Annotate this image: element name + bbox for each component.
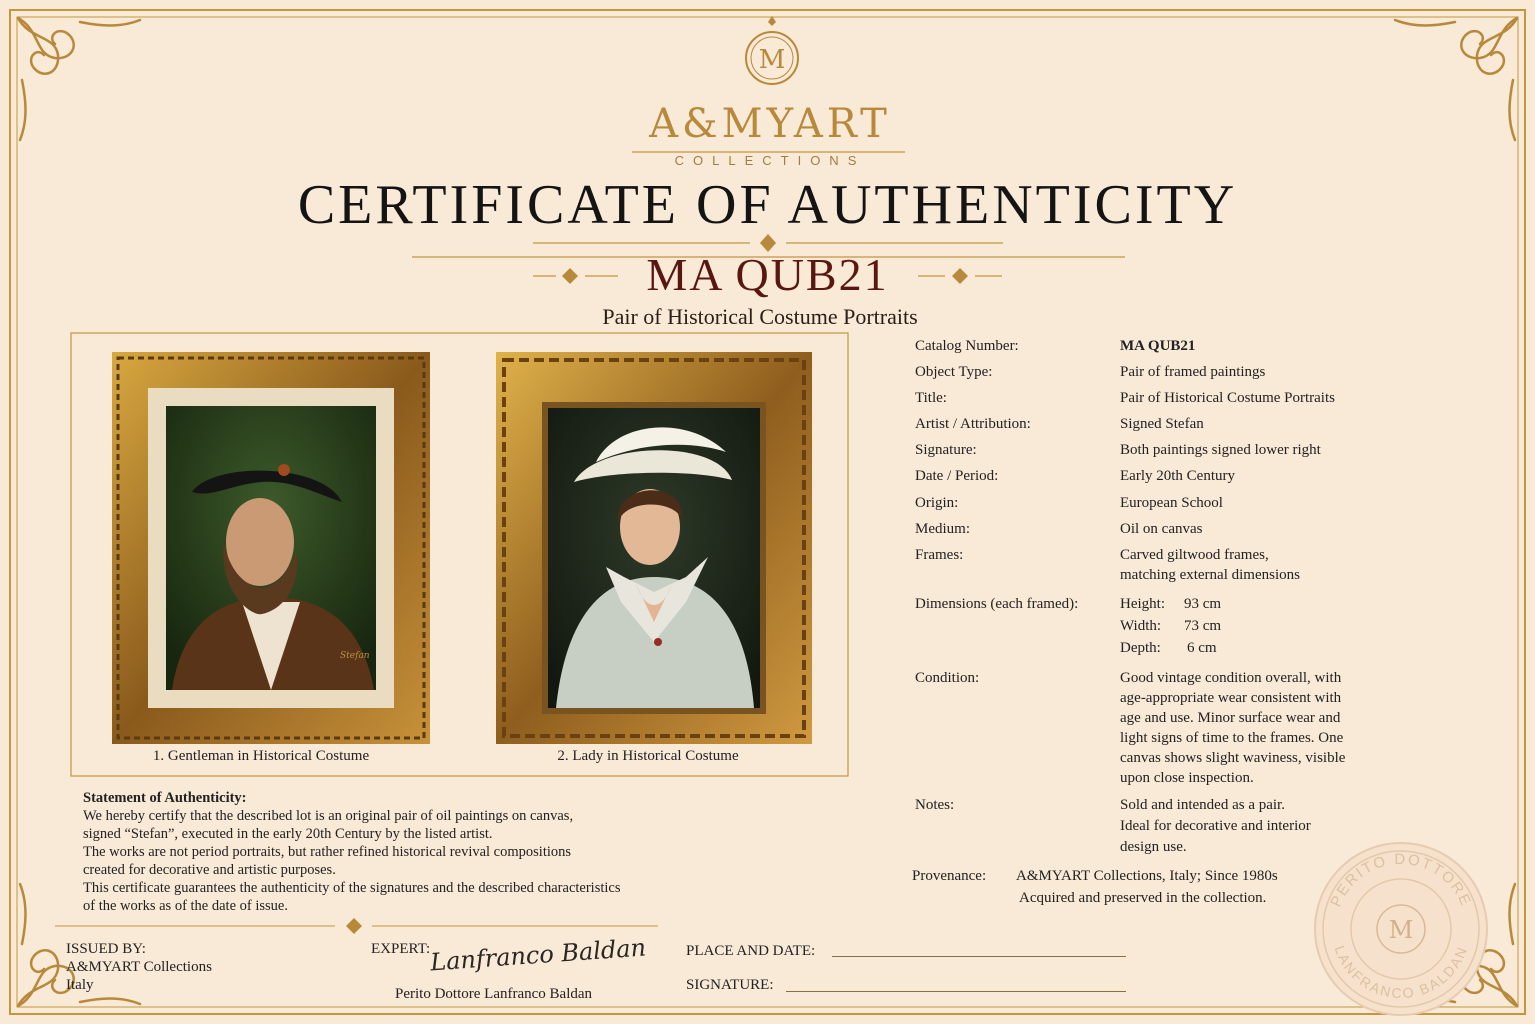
signature-label: SIGNATURE: <box>686 977 774 993</box>
detail-label-date: Date / Period: <box>915 468 999 484</box>
embossed-seal <box>1312 840 1490 1018</box>
dimension-width-label: Width: <box>1120 618 1162 634</box>
detail-value-condition-line: Good vintage condition overall, with <box>1120 670 1342 686</box>
expert-handwritten-signature: Lanfranco Baldan <box>429 933 647 977</box>
detail-value-condition-line: canvas shows slight waviness, visible <box>1120 750 1346 766</box>
detail-label-provenance: Provenance: <box>912 868 987 884</box>
dimension-depth-label: Depth: <box>1120 640 1161 656</box>
detail-value-provenance-line: A&MYART Collections, Italy; Since 1980s <box>1016 868 1278 884</box>
detail-label-dimensions: Dimensions (each framed): <box>915 596 1079 612</box>
detail-value-frames-line: matching external dimensions <box>1120 567 1300 583</box>
brand-monogram-letter: M <box>758 45 786 75</box>
brand-subtitle: COLLECTIONS <box>674 153 866 168</box>
statement-line: created for decorative and artistic purposes. <box>83 862 336 878</box>
place-date-label: PLACE AND DATE: <box>686 943 816 959</box>
detail-value-notes-line: Sold and intended as a pair. <box>1120 797 1285 813</box>
painting-lady <box>496 352 812 744</box>
detail-value-condition-line: light signs of time to the frames. One <box>1120 730 1344 746</box>
detail-value-condition-line: upon close inspection. <box>1120 770 1254 786</box>
detail-label-notes: Notes: <box>915 797 955 813</box>
statement-line: The works are not period portraits, but rather refined historical revival compositions <box>83 844 572 860</box>
statement-line: This certificate guarantees the authenticity of the signatures and the described characteristics <box>83 880 621 896</box>
detail-value-artist: Signed Stefan <box>1120 416 1204 432</box>
place-date-line <box>832 956 1126 957</box>
painting-signature: Stefan <box>340 651 370 661</box>
detail-label-catalog-number: Catalog Number: <box>915 338 1019 354</box>
painting-caption-1: 1. Gentleman in Historical Costume <box>152 748 370 764</box>
detail-label-signature: Signature: <box>915 442 977 458</box>
dimension-width-value: 73 cm <box>1184 618 1222 634</box>
dimension-height-value: 93 cm <box>1184 596 1222 612</box>
painting-caption-2: 2. Lady in Historical Costume <box>557 748 739 764</box>
detail-value-notes-line: design use. <box>1120 839 1187 855</box>
detail-label-condition: Condition: <box>915 670 980 686</box>
detail-value-provenance-line: Acquired and preserved in the collection. <box>1019 890 1267 906</box>
statement-line: We hereby certify that the described lot is an original pair of oil paintings on canvas, <box>83 808 574 824</box>
catalog-code-heading: MA QUB21 <box>646 249 889 300</box>
detail-label-origin: Origin: <box>915 495 959 511</box>
signature-line <box>786 991 1126 992</box>
issued-by-label: ISSUED BY: <box>66 941 146 957</box>
detail-value-signature: Both paintings signed lower right <box>1120 442 1321 458</box>
detail-value-condition-line: age and use. Minor surface wear and <box>1120 710 1341 726</box>
issued-by-country: Italy <box>66 977 94 993</box>
statement-heading: Statement of Authenticity: <box>83 790 247 806</box>
detail-value-catalog-number: MA QUB21 <box>1120 338 1196 354</box>
detail-label-medium: Medium: <box>915 521 970 537</box>
brand-name: A&MYART <box>649 101 891 147</box>
lot-subtitle: Pair of Historical Costume Portraits <box>602 304 918 329</box>
statement-line: of the works as of the date of issue. <box>83 898 288 914</box>
detail-label-frames: Frames: <box>915 547 964 563</box>
seal-monogram: M <box>1388 916 1414 944</box>
detail-value-date: Early 20th Century <box>1120 468 1235 484</box>
issued-by-name: A&MYART Collections <box>66 959 212 975</box>
expert-name: Perito Dottore Lanfranco Baldan <box>395 986 593 1002</box>
detail-value-frames-line: Carved giltwood frames, <box>1120 547 1269 563</box>
seal-bottom-text: LANFRANCO BALDAN <box>1331 943 1471 1002</box>
statement-line: signed “Stefan”, executed in the early 20th Century by the listed artist. <box>83 826 493 842</box>
dimension-depth-value: 6 cm <box>1187 640 1217 656</box>
dimension-height-label: Height: <box>1120 596 1165 612</box>
detail-value-title: Pair of Historical Costume Portraits <box>1120 390 1335 406</box>
detail-label-title: Title: <box>915 390 947 406</box>
detail-value-medium: Oil on canvas <box>1120 521 1203 537</box>
statement-of-authenticity <box>83 789 703 915</box>
detail-value-condition-line: age-appropriate wear consistent with <box>1120 690 1342 706</box>
certificate-title: CERTIFICATE OF AUTHENTICITY <box>297 174 1238 236</box>
detail-label-object-type: Object Type: <box>915 364 993 380</box>
detail-value-origin: European School <box>1120 495 1223 511</box>
detail-label-artist: Artist / Attribution: <box>915 416 1031 432</box>
detail-value-notes-line: Ideal for decorative and interior <box>1120 818 1311 834</box>
expert-label: EXPERT: <box>371 941 431 957</box>
brand-monogram-emblem <box>742 14 802 90</box>
detail-value-object-type: Pair of framed paintings <box>1120 364 1266 380</box>
seal-top-text: PERITO DOTTORE <box>1327 850 1475 910</box>
painting-gentleman <box>112 352 430 744</box>
